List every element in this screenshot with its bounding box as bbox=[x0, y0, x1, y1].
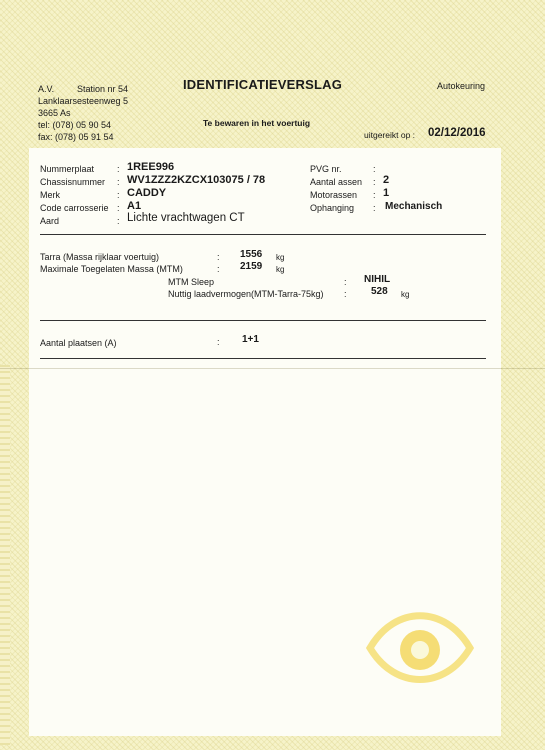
payload-value: 528 bbox=[371, 286, 388, 297]
mtm-value: 2159 bbox=[240, 261, 263, 272]
station-tel: tel: (078) 05 90 54 bbox=[38, 120, 112, 130]
colon: : bbox=[117, 216, 120, 226]
suspension-label: Ophanging bbox=[310, 203, 355, 213]
axles-label: Aantal assen bbox=[310, 177, 363, 187]
colon: : bbox=[217, 252, 220, 262]
keep-in-vehicle-note: Te bewaren in het voertuig bbox=[203, 118, 311, 128]
eye-logo-icon bbox=[365, 600, 475, 690]
axles-value: 2 bbox=[383, 174, 390, 186]
seats-value: 1+1 bbox=[242, 334, 259, 345]
tarra-value: 1556 bbox=[240, 249, 263, 260]
divider bbox=[40, 320, 486, 321]
payload-unit: kg bbox=[401, 290, 410, 299]
station-fax: fax: (078) 05 91 54 bbox=[38, 132, 114, 142]
brand-label: Merk bbox=[40, 190, 60, 200]
station-street: Lanklaarsesteenweg 5 bbox=[38, 96, 129, 106]
chassis-value: WV1ZZZ2KZCX103075 / 78 bbox=[127, 174, 266, 186]
trailer-mtm-value: NIHIL bbox=[364, 274, 391, 285]
type-label: Aard bbox=[40, 216, 60, 226]
colon: : bbox=[373, 190, 376, 200]
colon: : bbox=[373, 177, 376, 187]
document-category: Autokeuring bbox=[437, 81, 486, 91]
colon: : bbox=[117, 203, 120, 213]
colon: : bbox=[217, 337, 220, 347]
divider bbox=[40, 358, 486, 359]
issued-date: 02/12/2016 bbox=[428, 127, 486, 139]
type-value: Lichte vrachtwagen CT bbox=[127, 212, 245, 224]
chassis-label: Chassisnummer bbox=[40, 177, 106, 187]
colon: : bbox=[344, 277, 347, 287]
drive-axles-value: 1 bbox=[383, 187, 390, 199]
seats-label: Aantal plaatsen (A) bbox=[40, 338, 117, 348]
colon: : bbox=[117, 190, 120, 200]
pvg-label: PVG nr. bbox=[310, 164, 342, 174]
station-number: Station nr 54 bbox=[77, 84, 129, 94]
colon: : bbox=[344, 289, 347, 299]
edge-security-strip bbox=[0, 365, 10, 745]
mtm-label: Maximale Toegelaten Massa (MTM) bbox=[40, 264, 183, 274]
drive-axles-label: Motorassen bbox=[310, 190, 358, 200]
suspension-value: Mechanisch bbox=[385, 201, 443, 212]
body-code-value: A1 bbox=[127, 200, 142, 212]
payload-label: Nuttig laadvermogen(MTM-Tarra-75kg) bbox=[168, 289, 324, 299]
plate-value: 1REE996 bbox=[127, 161, 175, 173]
colon: : bbox=[117, 177, 120, 187]
divider bbox=[40, 234, 486, 235]
plate-label: Nummerplaat bbox=[40, 164, 95, 174]
document-title: IDENTIFICATIEVERSLAG bbox=[183, 77, 343, 92]
tarra-unit: kg bbox=[276, 253, 285, 262]
brand-value: CADDY bbox=[127, 187, 167, 199]
station-city: 3665 As bbox=[38, 108, 71, 118]
trailer-mtm-label: MTM Sleep bbox=[168, 277, 215, 287]
colon: : bbox=[117, 164, 120, 174]
station-name: A.V. bbox=[38, 84, 55, 94]
mtm-unit: kg bbox=[276, 265, 285, 274]
fold-line bbox=[0, 368, 545, 369]
colon: : bbox=[373, 203, 376, 213]
issued-label: uitgereikt op : bbox=[364, 130, 416, 140]
colon: : bbox=[217, 264, 220, 274]
body-code-label: Code carrosserie bbox=[40, 203, 109, 213]
colon: : bbox=[373, 164, 376, 174]
tarra-label: Tarra (Massa rijklaar voertuig) bbox=[40, 252, 160, 262]
